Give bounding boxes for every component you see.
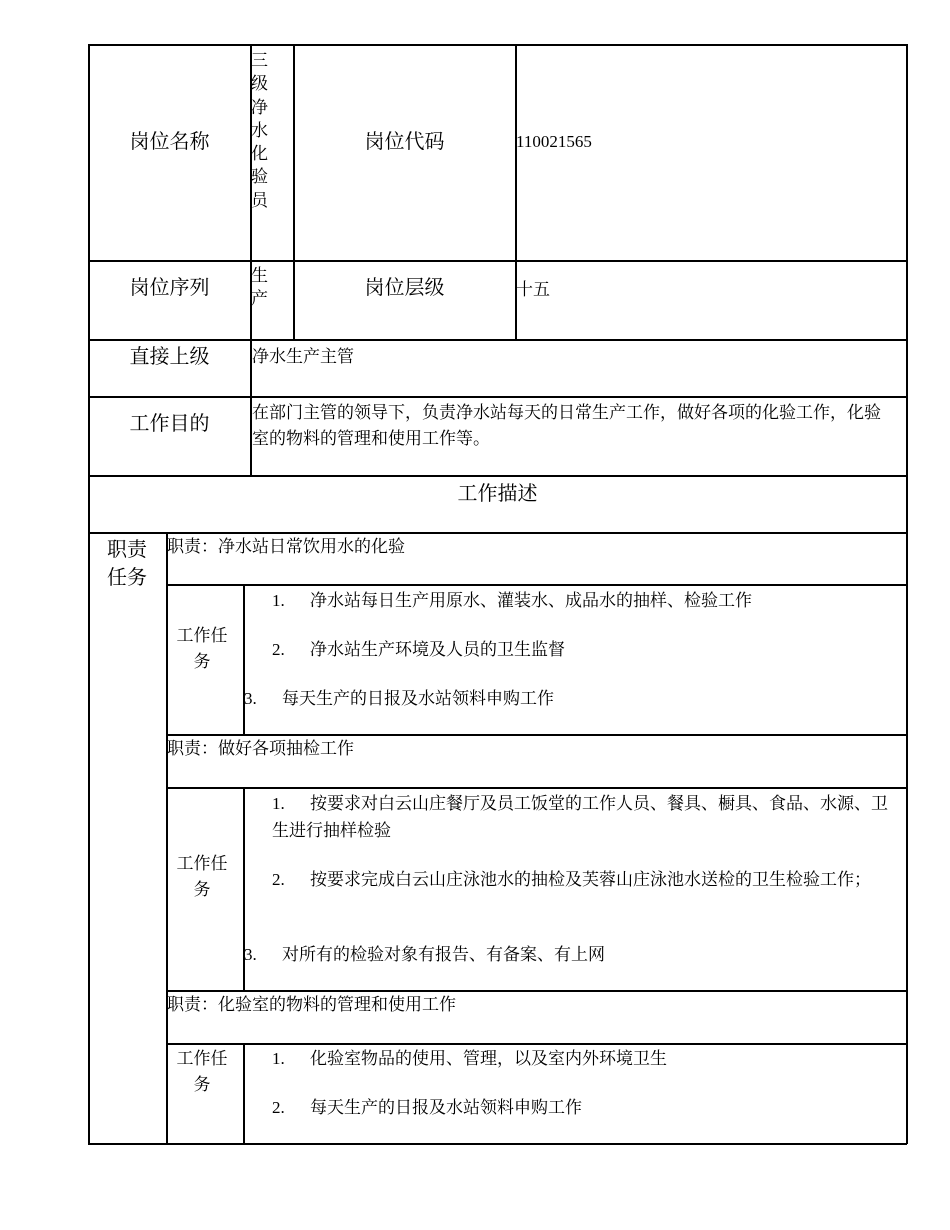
level-label: 岗位层级 <box>364 277 445 299</box>
task-text: 按要求完成白云山庄泳池水的抽检及芙蓉山庄泳池水送检的卫生检验工作； <box>310 870 871 889</box>
purpose-value: 在部门主管的领导下，负责净水站每天的日常生产工作，做好各项的化验工作，化验室的物料的管理和使用工作等。 <box>252 403 881 449</box>
duty-title: 职责：净水站日常饮用水的化验 <box>167 537 405 556</box>
duty-divider <box>166 990 907 992</box>
task-number: 3. <box>244 945 257 964</box>
task-item <box>244 941 884 968</box>
column-divider <box>243 1043 245 1144</box>
superior-label: 直接上级 <box>129 346 210 368</box>
task-text: 每天生产的日报及水站领料申购工作 <box>310 1098 582 1117</box>
sequence-value: 生产 <box>251 266 268 309</box>
column-divider <box>166 532 168 1144</box>
superior-value: 净水生产主管 <box>252 347 354 366</box>
task-item <box>272 1045 892 1072</box>
table-border-left <box>88 44 90 1144</box>
row-divider <box>88 532 907 534</box>
task-text: 净水站每日生产用原水、灌装水、成品水的抽样、检验工作 <box>310 591 752 610</box>
task-number: 2. <box>272 640 285 659</box>
task-label: 工作任务 <box>176 854 228 900</box>
row-divider <box>88 396 907 398</box>
duty-title: 职责：化验室的物料的管理和使用工作 <box>167 995 456 1014</box>
task-text: 化验室物品的使用、管理，以及室内外环境卫生 <box>310 1049 667 1068</box>
task-item <box>272 790 892 844</box>
column-divider <box>243 584 245 735</box>
position-code-value: 110021565 <box>516 132 592 151</box>
position-name-label: 岗位名称 <box>129 131 210 153</box>
task-text: 每天生产的日报及水站领料申购工作 <box>282 689 554 708</box>
level-value: 十五 <box>516 280 550 299</box>
position-code-label: 岗位代码 <box>364 131 445 153</box>
task-item <box>272 1094 892 1121</box>
task-number: 1. <box>272 591 285 610</box>
task-item <box>272 636 892 663</box>
description-title: 工作描述 <box>457 483 538 505</box>
duty-divider <box>166 584 907 586</box>
row-divider <box>88 339 907 341</box>
table-border-right <box>906 44 908 1144</box>
sequence-label: 岗位序列 <box>129 277 210 299</box>
task-item <box>272 587 892 614</box>
duties-label: 职责任务 <box>107 539 147 589</box>
table-border-top <box>88 44 907 46</box>
task-number: 1. <box>272 794 285 813</box>
row-divider <box>88 260 907 262</box>
task-number: 1. <box>272 1049 285 1068</box>
task-text: 按要求对白云山庄餐厅及员工饭堂的工作人员、餐具、橱具、食品、水源、卫生进行抽样检验 <box>272 794 888 841</box>
task-number: 2. <box>272 870 285 889</box>
table-border-bottom <box>88 1143 907 1145</box>
task-number: 3. <box>244 689 257 708</box>
position-name-value: 三级净水化验员 <box>251 51 268 210</box>
purpose-label: 工作目的 <box>129 413 210 435</box>
task-number: 2. <box>272 1098 285 1117</box>
task-text: 对所有的检验对象有报告、有备案、有上网 <box>282 945 605 964</box>
task-label: 工作任务 <box>176 1049 228 1095</box>
duty-divider <box>166 787 907 789</box>
task-text: 净水站生产环境及人员的卫生监督 <box>310 640 565 659</box>
task-label: 工作任务 <box>176 626 228 672</box>
row-divider <box>88 475 907 477</box>
duty-divider <box>166 734 907 736</box>
task-item <box>272 866 892 893</box>
duty-title: 职责：做好各项抽检工作 <box>167 739 354 758</box>
task-item <box>244 685 884 712</box>
